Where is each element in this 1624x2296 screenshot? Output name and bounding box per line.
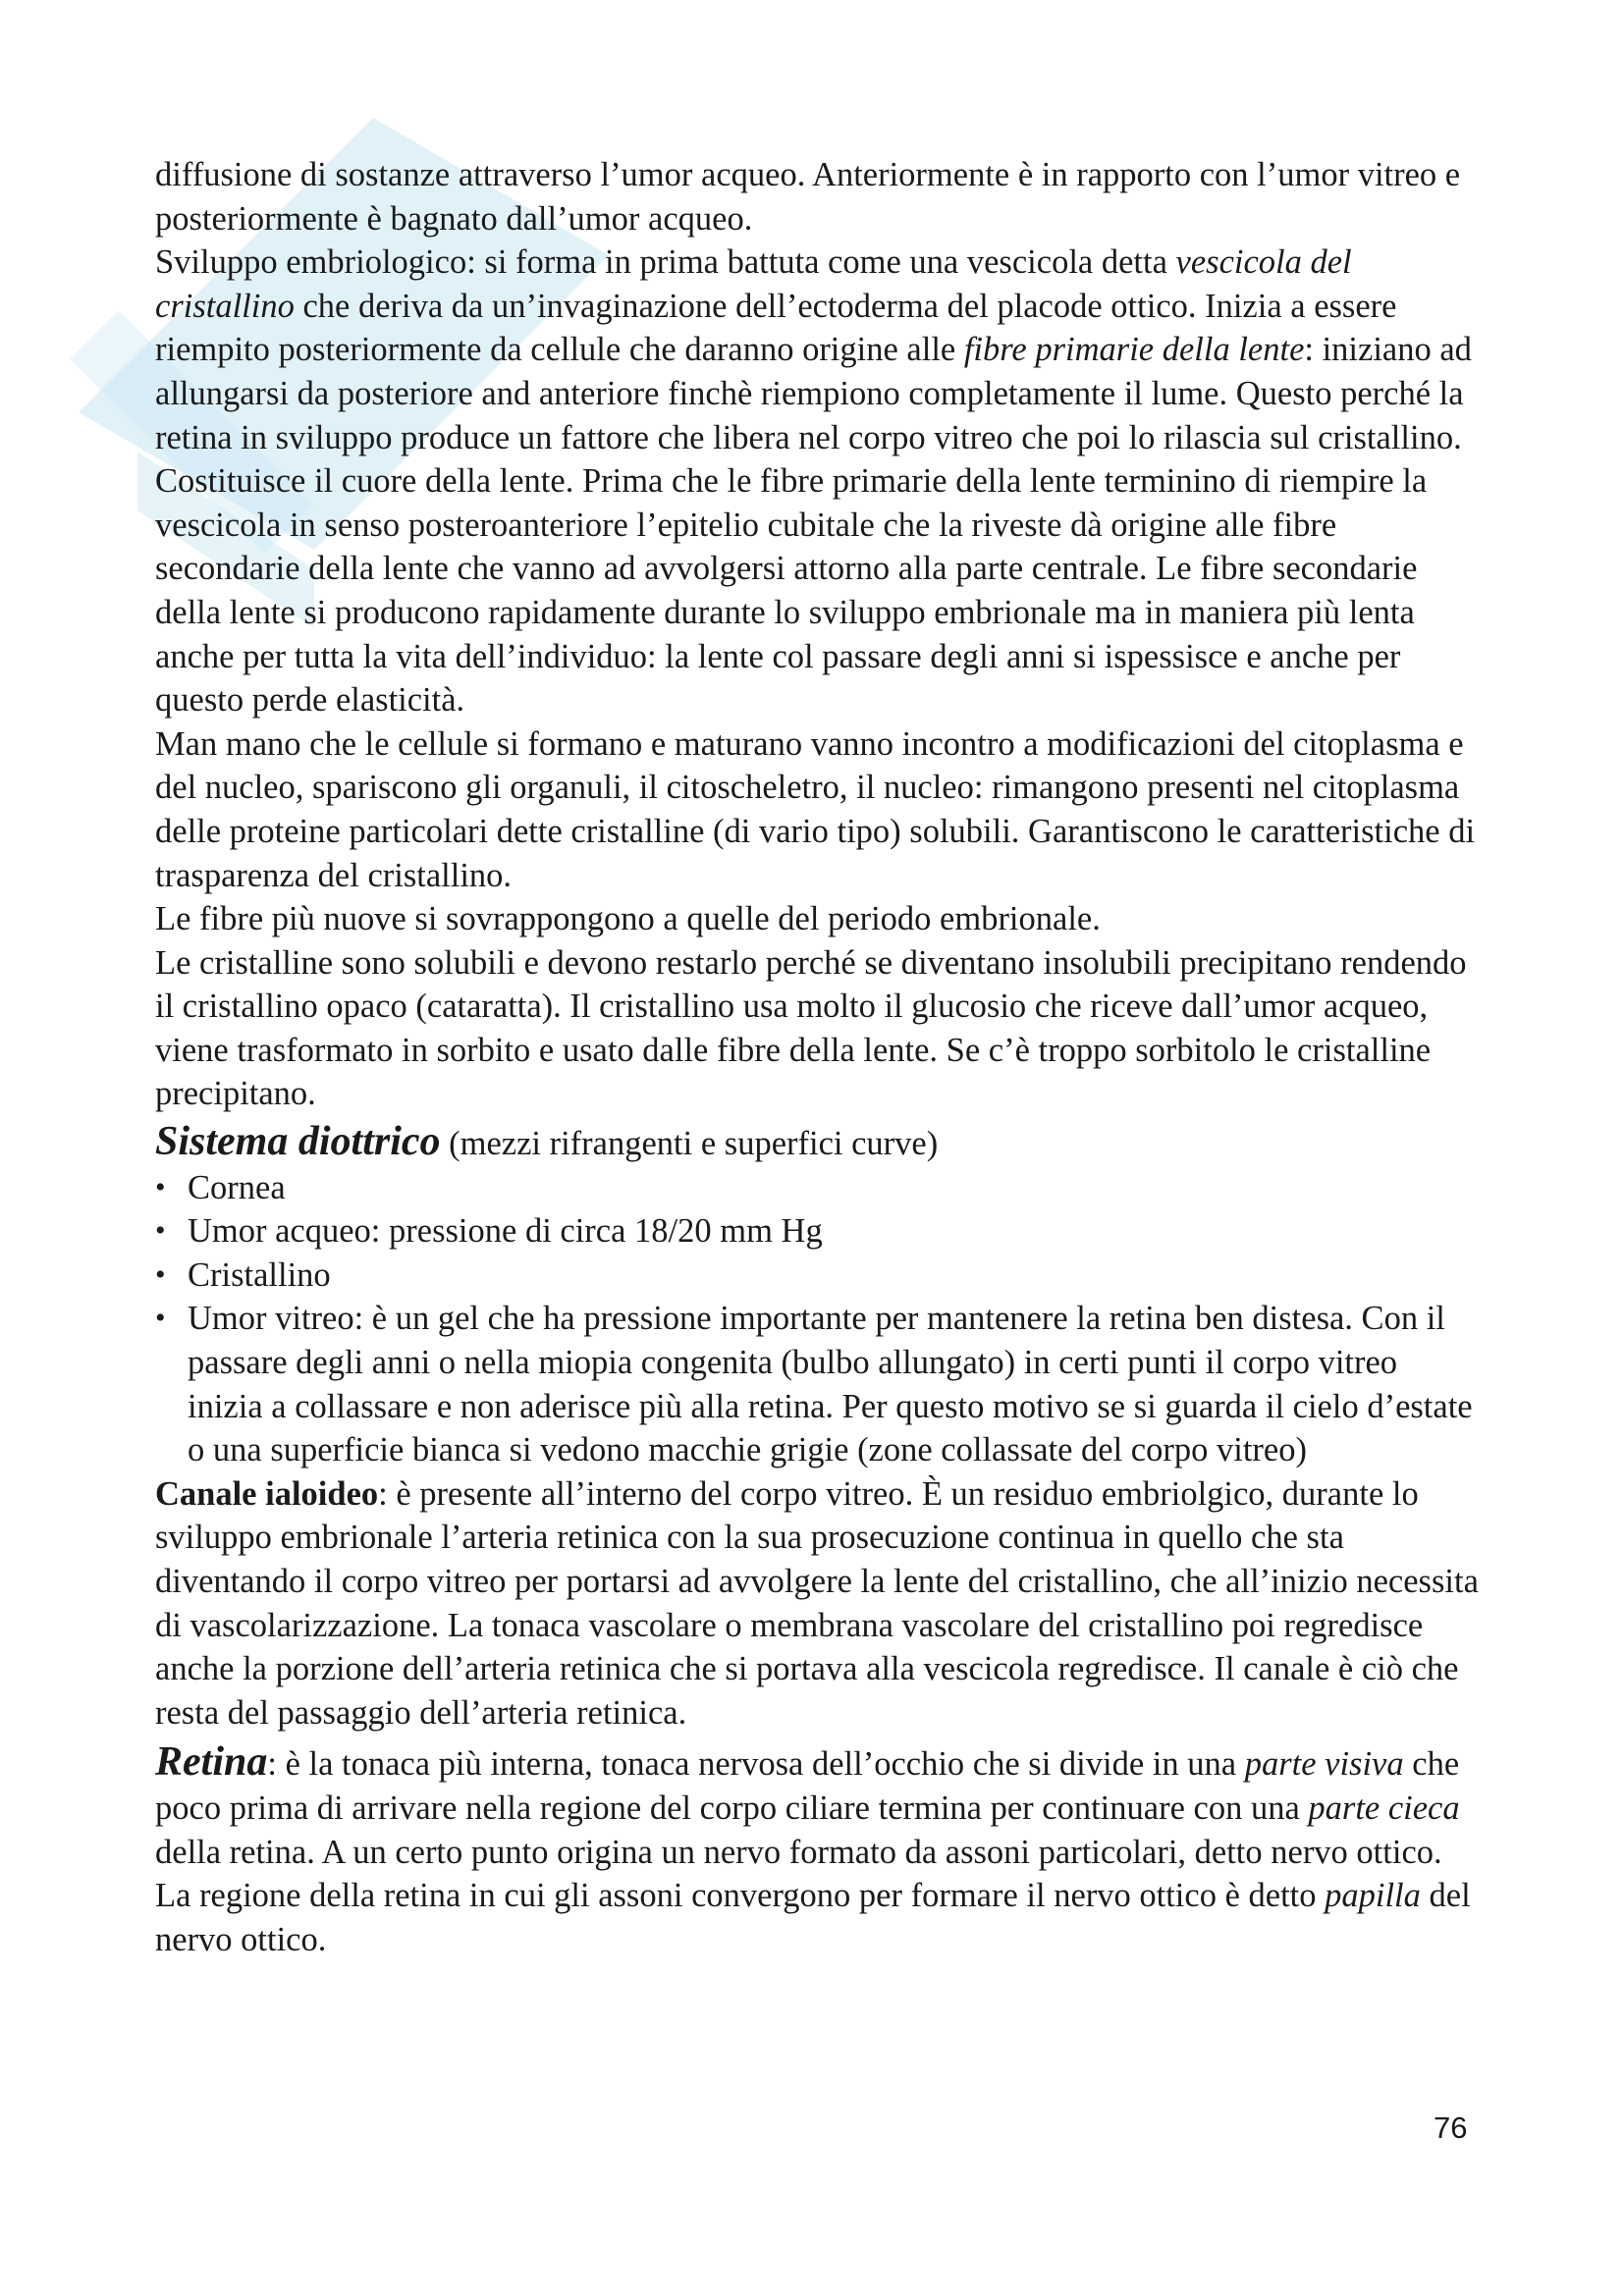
bullet-icon: • xyxy=(155,1257,166,1291)
list-item xyxy=(155,1209,1481,1254)
text-segment: del nervo ottico. xyxy=(155,1877,1471,1958)
list-item-text: Umor acqueo: pressione di circa 18/20 mm Hg xyxy=(188,1212,823,1251)
text-segment: : è la tonaca più interna, tonaca nervosa dell’occhio che si divide in una xyxy=(267,1745,1245,1784)
text-segment: : è presente all’interno del corpo vitreo. È un residuo embriolgico, durante lo sviluppo embrionale l’arteria retinica con la sua prosecuzione continua in quello che sta diventando il corpo vitreo per portarsi ad avvolgere la lente del cristallino, che all’inizio necessita di vascolarizzazione. La tonaca vascolare o membrana vascolare del cristallino poi regredisce anche la porzione dell’arteria retinica che si portava alla vescicola regredisce. Il canale è ciò che resta del passaggio dell’arteria retinica. xyxy=(155,1474,1479,1732)
paragraph-retina xyxy=(155,1740,1481,1961)
text-segment: che deriva da un’invaginazione dell’ectoderma del placode ottico. Inizia a essere riempito posteriormente da cellule che daranno origine alle xyxy=(155,287,1397,369)
paragraph-lens-diffusion: diffusione di sostanze attraverso l’umor acqueo. Anteriormente è in rapporto con l’umor vitreo e posteriormente è bagnato dall’umor acqueo. xyxy=(155,156,1461,238)
term-papilla: papilla xyxy=(1325,1877,1421,1915)
text-segment: Sviluppo embriologico: si forma in prima battuta come una vescicola detta xyxy=(155,243,1176,282)
paragraph-cell-maturation: Man mano che le cellule si formano e maturano vanno incontro a modificazioni del citoplasma e del nucleo, spariscono gli organuli, il citoscheletro, il nucleo: rimangono presenti nel citoplasma delle proteine particolari dette cristalline (di vario tipo) solubili. Garantiscono le caratteristiche di trasparenza del cristallino. xyxy=(155,724,1476,894)
paragraph-crystallins: Le cristalline sono solubili e devono restarlo perché se diventano insolubili precipitano rendendo il cristallino opaco (cataratta). Il cristallino usa molto il glucosio che riceve dall’umor acqueo, viene trasformato in sorbito e usato dalle fibre della lente. Se c’è troppo sorbitolo le cristalline precipitano. xyxy=(155,943,1467,1113)
list-item xyxy=(155,1254,1481,1298)
bullet-icon: • xyxy=(155,1302,166,1335)
term-parte-cieca: parte cieca xyxy=(1308,1789,1460,1827)
section-title: Sistema diottrico xyxy=(155,1119,441,1165)
term-canale-ialoideo: Canale ialoideo xyxy=(155,1474,379,1513)
bullet-icon: • xyxy=(155,1170,166,1203)
text-segment: che poco prima di arrivare nella regione del corpo ciliare termina per continuare con una xyxy=(155,1745,1460,1827)
text-segment: : iniziano ad allungarsi da posteriore and anteriore finchè riempiono completamente il lume. Questo perché la retina in sviluppo produce un fattore che libera nel corpo vitreo che poi lo rilascia sul cristallino. Costituisce il cuore della lente. Prima che le fibre primarie della lente terminino di riempire la vescicola in senso posteroanteriore l’epitelio cubitale che la riveste dà origine alle fibre secondarie della lente che vanno ad avvolgersi attorno alla parte centrale. Le fibre secondarie della lente si producono rapidamente durante lo sviluppo embrionale ma in maniera più lenta anche per tutta la vita dell’individuo: la lente col passare degli anni si ispessisce e anche per questo perde elasticità. xyxy=(155,331,1472,720)
term-fibre-primarie: fibre primarie della lente xyxy=(963,331,1305,369)
list-item-text: Umor vitreo: è un gel che ha pressione importante per mantenere la retina ben distesa. Con il passare degli anni o nella miopia congenita (bulbo allungato) in certi punti il corpo vitreo inizia a collassare e non aderisce più alla retina. Per questo motivo se si guarda il cielo d’estate o una superficie bianca si vedono macchie grigie (zone collassate del corpo vitreo) xyxy=(188,1300,1473,1469)
list-item xyxy=(155,1166,1481,1210)
bullet-icon: • xyxy=(155,1214,166,1248)
text-segment: della retina. A un certo punto origina un nervo formato da assoni particolari, detto nervo ottico. La regione della retina in cui gli assoni convergono per formare il nervo ottico è detto xyxy=(155,1833,1442,1915)
page-number: 76 xyxy=(1434,2110,1468,2145)
dioptric-list xyxy=(155,1166,1481,1472)
section-heading-dioptric xyxy=(155,1120,1481,1166)
page-body xyxy=(155,153,1481,1961)
section-subtitle: (mezzi rifrangenti e superfici curve) xyxy=(440,1125,939,1163)
term-vescicola-cristallino: vescicola del cristallino xyxy=(155,243,1352,325)
list-item-text: Cristallino xyxy=(188,1255,331,1294)
list-item xyxy=(155,1297,1481,1471)
paragraph-embryology xyxy=(155,240,1481,722)
section-title-retina: Retina xyxy=(155,1739,268,1786)
paragraph-hyaloid-canal xyxy=(155,1472,1481,1735)
paragraph-new-fibres: Le fibre più nuove si sovrappongono a quelle del periodo embrionale. xyxy=(155,900,1101,938)
list-item-text: Cornea xyxy=(188,1168,286,1206)
term-parte-visiva: parte visiva xyxy=(1244,1745,1404,1784)
